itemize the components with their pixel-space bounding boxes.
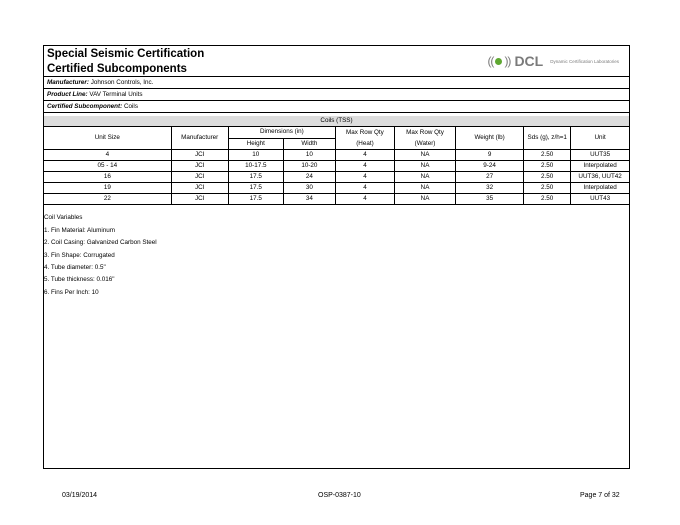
table-cell: 22	[44, 194, 171, 205]
manufacturer-label: Manufacturer:	[47, 79, 89, 86]
table-cell: NA	[394, 161, 455, 172]
table-header-row	[44, 127, 629, 139]
table-cell: UUT35	[571, 150, 629, 161]
table-cell: 4	[44, 150, 171, 161]
manufacturer-row	[44, 77, 629, 89]
variable-item: 6. Fins Per Inch: 10	[44, 288, 99, 296]
table-cell: 2.50	[524, 150, 571, 161]
table-cell: 10	[228, 150, 283, 161]
table-cell: 4	[335, 150, 394, 161]
table-cell: JCI	[171, 172, 228, 183]
table-cell: NA	[394, 183, 455, 194]
table-cell: Interpolated	[571, 183, 629, 194]
table-cell: Interpolated	[571, 161, 629, 172]
table-cell: 4	[335, 172, 394, 183]
logo-name: DCL	[514, 53, 544, 69]
table-cell: 17.5	[228, 172, 283, 183]
table-cell: 17.5	[228, 194, 283, 205]
table-cell: 2.50	[524, 161, 571, 172]
variable-item: 5. Tube thickness: 0.016"	[44, 276, 115, 284]
table-cell: 10-17.5	[228, 161, 283, 172]
col-width: Width	[283, 138, 335, 150]
table-cell: 9-24	[456, 161, 524, 172]
table-cell: 17.5	[228, 183, 283, 194]
table-cell: NA	[394, 172, 455, 183]
table-group-title: Coils (TSS)	[44, 116, 629, 127]
table-cell: 10-20	[283, 161, 335, 172]
coils-table	[44, 116, 629, 205]
table-cell: NA	[394, 194, 455, 205]
table-cell: JCI	[171, 150, 228, 161]
col-max-row-heat: Max Row Qty (Heat)	[335, 127, 394, 150]
col-max-row-water: Max Row Qty (Water)	[394, 127, 455, 150]
table-cell: UUT36, UUT42	[571, 172, 629, 183]
footer-page: Page 7 of 32	[580, 492, 620, 499]
table-row	[44, 183, 629, 194]
subcomponent-row	[44, 101, 629, 113]
table-cell: 32	[456, 183, 524, 194]
product-line-value: VAV Terminal Units	[89, 91, 143, 98]
variable-item: 2. Coil Casing: Galvanized Carbon Steel	[44, 239, 157, 247]
subcomponent-value: Coils	[123, 103, 138, 110]
table-cell: JCI	[171, 194, 228, 205]
title-line2: Certified Subcomponents	[47, 63, 187, 75]
col-height: Height	[228, 138, 283, 150]
col-dimensions: Dimensions (in)	[228, 127, 335, 139]
table-cell: UUT43	[571, 194, 629, 205]
table-cell: 05 - 14	[44, 161, 171, 172]
col-weight: Weight (lb)	[456, 127, 524, 150]
col-sds: Sds (g), z/h=1	[524, 127, 571, 150]
table-cell: 10	[283, 150, 335, 161]
logo-signal-icon: (( ))	[487, 54, 511, 68]
product-line-label: Product Line:	[47, 91, 88, 98]
table-cell: JCI	[171, 183, 228, 194]
table-cell: 4	[335, 194, 394, 205]
table-cell: 34	[283, 194, 335, 205]
col-unit-size: Unit Size	[44, 127, 171, 150]
table-row	[44, 150, 629, 161]
variable-item: 4. Tube diameter: 0.5"	[44, 263, 106, 271]
variables-title: Coil Variables	[44, 214, 83, 221]
table-cell: NA	[394, 150, 455, 161]
dcl-logo	[487, 53, 619, 69]
table-row	[44, 161, 629, 172]
manufacturer-value: Johnson Controls, Inc.	[90, 79, 154, 86]
table-cell: 24	[283, 172, 335, 183]
table-group-row	[44, 116, 629, 127]
table-cell: 2.50	[524, 183, 571, 194]
footer-doc-id: OSP-0387-10	[318, 492, 361, 499]
table-cell: 2.50	[524, 172, 571, 183]
subcomponent-label: Certified Subcomponent:	[47, 103, 123, 110]
table-cell: 4	[335, 161, 394, 172]
table-cell: 2.50	[524, 194, 571, 205]
table-cell: 30	[283, 183, 335, 194]
table-cell: 9	[456, 150, 524, 161]
logo-subtitle: Dynamic Certification Laboratories	[550, 58, 619, 64]
table-cell: 35	[456, 194, 524, 205]
col-manufacturer: Manufacturer	[171, 127, 228, 150]
title-line1: Special Seismic Certification	[47, 48, 205, 60]
product-line-row	[44, 89, 629, 101]
variable-item: 3. Fin Shape: Corrugated	[44, 251, 115, 259]
table-row	[44, 194, 629, 205]
certification-sheet	[43, 45, 630, 469]
table-cell: 16	[44, 172, 171, 183]
table-row	[44, 172, 629, 183]
table-cell: JCI	[171, 161, 228, 172]
sheet-header	[44, 46, 629, 77]
col-unit: Unit	[571, 127, 629, 150]
table-cell: 4	[335, 183, 394, 194]
variable-item: 1. Fin Material: Aluminum	[44, 227, 116, 234]
logo-dot-icon	[495, 58, 502, 65]
footer-date: 03/19/2014	[62, 492, 98, 499]
table-cell: 19	[44, 183, 171, 194]
table-cell: 27	[456, 172, 524, 183]
